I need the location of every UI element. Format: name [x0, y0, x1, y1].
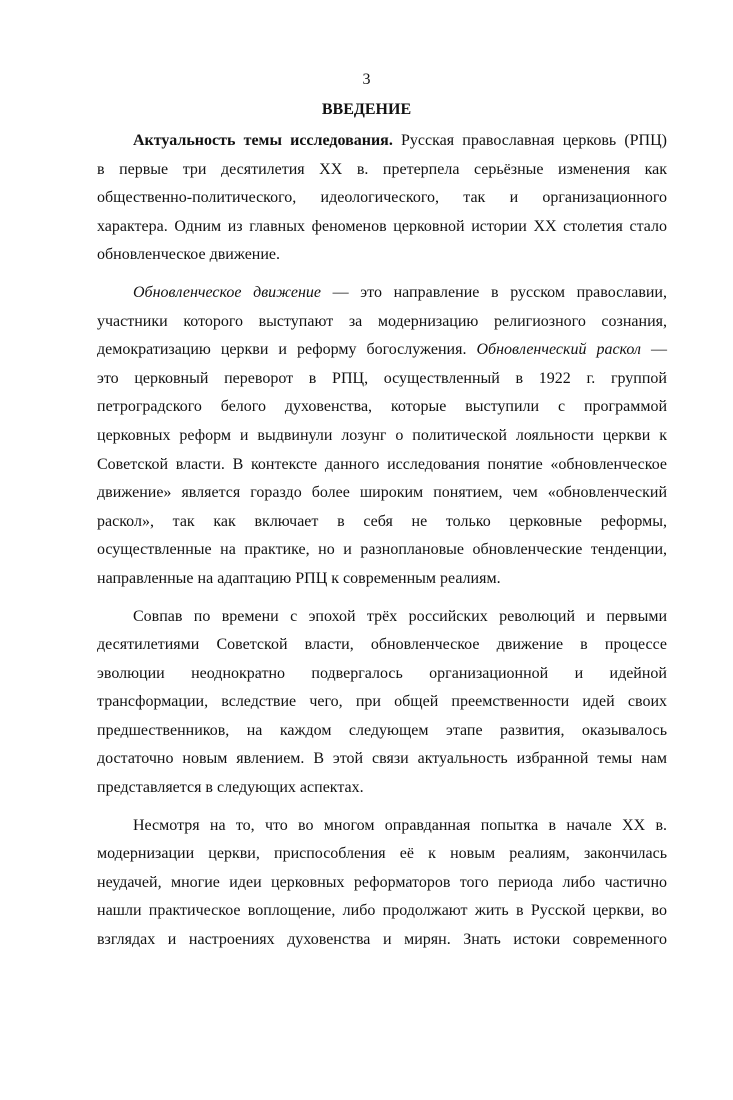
text-line: Советской власти. В контексте данного исследования понятие «обновленческое	[97, 455, 667, 473]
text-span: — это направление в русском православии,	[321, 283, 667, 301]
section-heading: ВВЕДЕНИЕ	[321, 101, 412, 118]
text-line: предшественников, на каждом следующем этапе развития, оказывалось	[97, 721, 667, 739]
text-line: петроградского белого духовенства, которые выступили с программой	[97, 398, 667, 416]
text-line: это церковный переворот в РПЦ, осуществленный в 1922 г. группой	[97, 369, 667, 387]
text-line: эволюции неоднократно подвергалось организационной и идейной	[97, 664, 667, 682]
page-number: 3	[362, 71, 371, 88]
text-line: церковных реформ и выдвинули лозунг о политической лояльности церкви к	[97, 426, 667, 444]
text-line: достаточно новым явлением. В этой связи актуальность избранной темы нам	[97, 750, 667, 768]
paragraph-definitions	[97, 279, 667, 594]
text-line	[97, 279, 667, 308]
text-line: раскол», так как включает в себя не только церковные реформы,	[97, 512, 667, 530]
paragraph-evolution	[97, 603, 667, 803]
text-line: взглядах и настроениях духовенства и мирян. Знать истоки современного	[97, 931, 667, 949]
text-line: Несмотря на то, что во многом оправданная попытка в начале XX в.	[133, 816, 667, 834]
text-line: движение» является гораздо более широким понятием, чем «обновленческий	[97, 484, 667, 502]
paragraph-relevance	[97, 127, 667, 270]
text-line: направленные на адаптацию РПЦ к современным реалиям.	[97, 569, 501, 587]
term-renovationist-schism: Обновленческий раскол	[476, 341, 642, 359]
text-line	[97, 336, 667, 365]
text-span: демократизацию церкви и реформу богослужения.	[97, 341, 477, 359]
text-line	[97, 127, 667, 156]
text-line: в первые три десятилетия XX в. претерпела серьёзные изменения как	[97, 160, 667, 178]
text-line: участники которого выступают за модернизацию религиозного сознания,	[97, 312, 667, 330]
text-line: характера. Одним из главных феноменов церковной истории XX столетия стало	[97, 217, 667, 235]
text-line: неудачей, многие идеи церковных реформаторов того периода либо частично	[97, 873, 667, 891]
text-line: модернизации церкви, приспособления её к новым реалиям, закончилась	[97, 845, 667, 863]
text-line: обновленческое движение.	[97, 246, 281, 264]
text-line: осуществленные на практике, но и разноплановые обновленческие тенденции,	[97, 541, 667, 559]
text-line: Совпав по времени с эпохой трёх российских революций и первыми	[133, 607, 667, 625]
body-text	[97, 127, 667, 955]
term-renovationist-movement: Обновленческое движение	[133, 283, 321, 301]
text-line: общественно-политического, идеологического, так и организационного	[97, 189, 667, 207]
text-line: нашли практическое воплощение, либо продолжают жить в Русской церкви, во	[97, 902, 667, 920]
text-span: Русская православная церковь (РПЦ)	[392, 132, 667, 149]
text-line: десятилетиями Советской власти, обновленческое движение в процессе	[97, 636, 667, 654]
text-line: трансформации, вследствие чего, при общей преемственности идей своих	[97, 693, 667, 711]
text-span: —	[641, 341, 667, 359]
text-line: представляется в следующих аспектах.	[97, 779, 364, 797]
paragraph-attempt	[97, 812, 667, 955]
relevance-lead: Актуальность темы исследования.	[133, 132, 393, 149]
